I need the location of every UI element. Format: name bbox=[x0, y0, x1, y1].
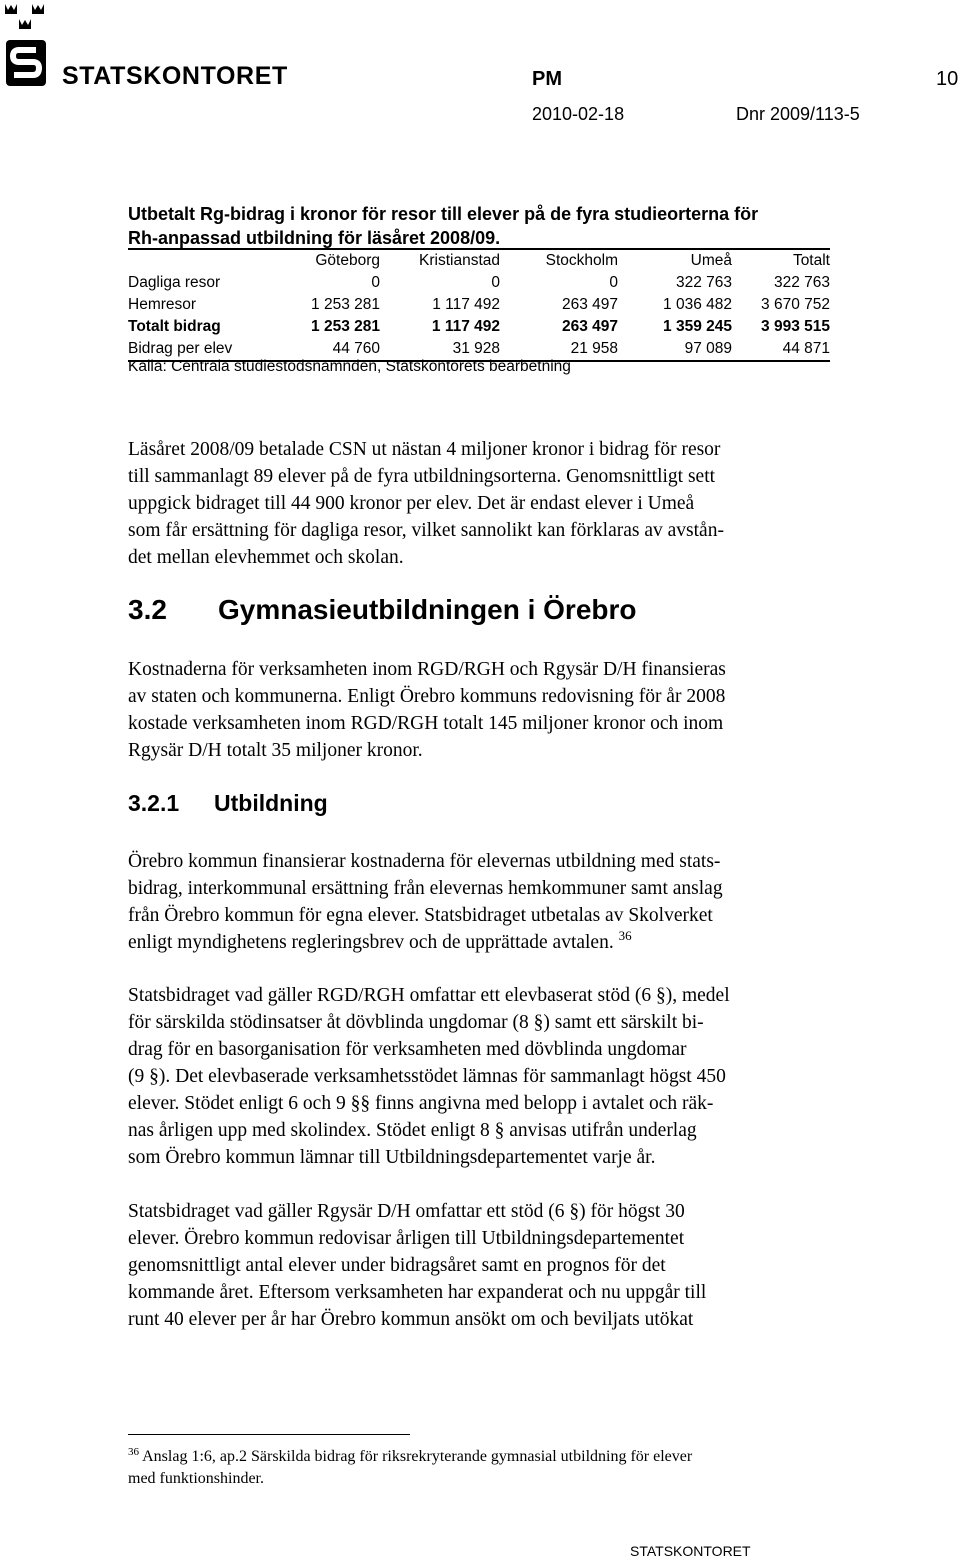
text-line: som får ersättning för dagliga resor, vilket sannolikt kan förklaras av avstån- bbox=[128, 520, 724, 541]
text-line: som Örebro kommun lämnar till Utbildningsdepartementet varje år. bbox=[128, 1147, 656, 1168]
document-date: 2010-02-18 bbox=[532, 104, 625, 124]
text-line: Rgysär D/H totalt 35 miljoner kronor. bbox=[128, 740, 423, 761]
column-header: Totalt bbox=[792, 252, 830, 269]
section-number: 3.2 bbox=[128, 594, 167, 625]
table-cell: 1 359 245 bbox=[663, 318, 732, 335]
text-line: genomsnittligt antal elever under bidragsåret samt en prognos för det bbox=[128, 1255, 666, 1276]
column-header: Göteborg bbox=[315, 252, 380, 269]
text-line: Örebro kommun finansierar kostnaderna för elevernas utbildning med stats- bbox=[128, 851, 721, 872]
column-header bbox=[128, 250, 278, 272]
text-line: bidrag, interkommunal ersättning från elevernas hemkommuner samt anslag bbox=[128, 878, 723, 899]
text-line-content: enligt myndighetens regleringsbrev och de upprättade avtalen. bbox=[128, 932, 614, 953]
table-title-line: Rh-anpassad utbildning för läsåret 2008/09. bbox=[128, 228, 501, 248]
paragraph bbox=[128, 982, 848, 1171]
row-label: Hemresor bbox=[128, 296, 197, 313]
text-line: uppgick bidraget till 44 900 kronor per elev. Det är endast elever i Umeå bbox=[128, 493, 695, 514]
table-cell: 1 253 281 bbox=[311, 318, 380, 335]
table-row bbox=[128, 294, 830, 316]
table-cell: 1 253 281 bbox=[311, 296, 380, 313]
table-cell: 1 036 482 bbox=[663, 296, 732, 313]
text-line: nas årligen upp med skolindex. Stödet enligt 8 § anvisas utifrån underlag bbox=[128, 1120, 697, 1141]
text-line: med funktionshinder. bbox=[128, 1470, 264, 1487]
table-cell: 0 bbox=[491, 274, 500, 291]
footnote-text: Anslag 1:6, ap.2 Särskilda bidrag för riksrekryterande gymnasial utbildning för elever bbox=[142, 1448, 693, 1465]
row-label: Bidrag per elev bbox=[128, 340, 233, 357]
text-line: (9 §). Det elevbaserade verksamhetsstödet lämnas för sammanlagt högst 450 bbox=[128, 1066, 726, 1087]
row-label: Dagliga resor bbox=[128, 274, 221, 291]
table-title-line: Utbetalt Rg-bidrag i kronor för resor till elever på de fyra studieorterna för bbox=[128, 204, 759, 224]
column-header: Stockholm bbox=[545, 252, 618, 269]
table-cell: 322 763 bbox=[675, 274, 732, 291]
footnote bbox=[128, 1446, 848, 1490]
table-cell: 3 993 515 bbox=[761, 318, 830, 335]
table-cell: 44 871 bbox=[782, 340, 830, 357]
section-heading bbox=[128, 594, 637, 626]
footnote-divider bbox=[128, 1434, 410, 1435]
page-footer: STATSKONTORET bbox=[630, 1543, 751, 1559]
footnote-reference[interactable]: 36 bbox=[618, 928, 632, 943]
table-cell: 263 497 bbox=[561, 296, 618, 313]
table-row bbox=[128, 272, 830, 294]
text-line: Läsåret 2008/09 betalade CSN ut nästan 4 miljoner kronor i bidrag för resor bbox=[128, 439, 721, 460]
text-line: Statsbidraget vad gäller Rgysär D/H omfattar ett stöd (6 §) för högst 30 bbox=[128, 1201, 685, 1222]
document-type: PM bbox=[532, 68, 562, 90]
column-header: Kristianstad bbox=[419, 252, 500, 269]
text-line: runt 40 elever per år har Örebro kommun ansökt om och beviljats utökat bbox=[128, 1309, 694, 1330]
text-line: från Örebro kommun för egna elever. Statsbidraget utbetalas av Skolverket bbox=[128, 905, 713, 926]
text-line bbox=[128, 1446, 848, 1468]
table-source: Källa: Centrala studiestödsnämnden, Statskontorets bearbetning bbox=[128, 358, 571, 375]
text-line: kommande året. Eftersom verksamheten har expanderat och nu uppgår till bbox=[128, 1282, 707, 1303]
text-line: av staten och kommunerna. Enligt Örebro kommuns redovisning för år 2008 bbox=[128, 686, 726, 707]
table-cell: 0 bbox=[371, 274, 380, 291]
text-line: elever. Stödet enligt 6 och 9 §§ finns angivna med belopp i avtalet och räk- bbox=[128, 1093, 714, 1114]
table-title bbox=[128, 202, 848, 250]
table-cell: 1 117 492 bbox=[432, 296, 500, 313]
paragraph bbox=[128, 656, 848, 764]
subsection-heading bbox=[128, 790, 328, 817]
paragraph bbox=[128, 1198, 848, 1333]
travel-grant-table bbox=[128, 248, 830, 362]
statskontoret-logo bbox=[2, 2, 54, 92]
subsection-number: 3.2.1 bbox=[128, 790, 180, 816]
table-cell: 97 089 bbox=[684, 340, 732, 357]
table-cell: 263 497 bbox=[561, 318, 618, 335]
text-line: Statsbidraget vad gäller RGD/RGH omfattar ett elevbaserat stöd (6 §), medel bbox=[128, 985, 730, 1006]
text-line: drag för en basorganisation för verksamheten med dövblinda ungdomar bbox=[128, 1039, 687, 1060]
page-number: 10 bbox=[936, 68, 959, 90]
column-header: Umeå bbox=[690, 252, 732, 269]
table-header-row bbox=[128, 248, 830, 272]
table-cell: 44 760 bbox=[332, 340, 380, 357]
text-line bbox=[128, 929, 848, 956]
text-line: det mellan elevhemmet och skolan. bbox=[128, 547, 404, 568]
text-line: för särskilda stödinsatser åt dövblinda ungdomar (8 §) samt ett särskilt bi- bbox=[128, 1012, 704, 1033]
table-cell: 21 958 bbox=[570, 340, 618, 357]
table-cell: 31 928 bbox=[452, 340, 500, 357]
document-dnr: Dnr 2009/113-5 bbox=[736, 104, 860, 124]
subsection-title: Utbildning bbox=[214, 790, 328, 816]
crowns-and-s-emblem-icon bbox=[2, 2, 54, 92]
text-line: till sammanlagt 89 elever på de fyra utbildningsorterna. Genomsnittligt sett bbox=[128, 466, 716, 487]
table-cell: 0 bbox=[609, 274, 618, 291]
paragraph bbox=[128, 848, 848, 956]
table-cell: 322 763 bbox=[773, 274, 830, 291]
table-cell: 1 117 492 bbox=[431, 318, 500, 335]
paragraph bbox=[128, 436, 848, 571]
table-total-row bbox=[128, 316, 830, 338]
footnote-number: 36 bbox=[128, 1446, 139, 1458]
text-line: Kostnaderna för verksamheten inom RGD/RGH och Rgysär D/H finansieras bbox=[128, 659, 726, 680]
table-cell: 3 670 752 bbox=[761, 296, 830, 313]
row-label: Totalt bidrag bbox=[128, 318, 221, 335]
section-title: Gymnasieutbildningen i Örebro bbox=[218, 594, 637, 625]
text-line: elever. Örebro kommun redovisar årligen till Utbildningsdepartementet bbox=[128, 1228, 685, 1249]
text-line: kostade verksamheten inom RGD/RGH totalt 145 miljoner kronor och inom bbox=[128, 713, 724, 734]
brand-name: STATSKONTORET bbox=[62, 62, 288, 90]
